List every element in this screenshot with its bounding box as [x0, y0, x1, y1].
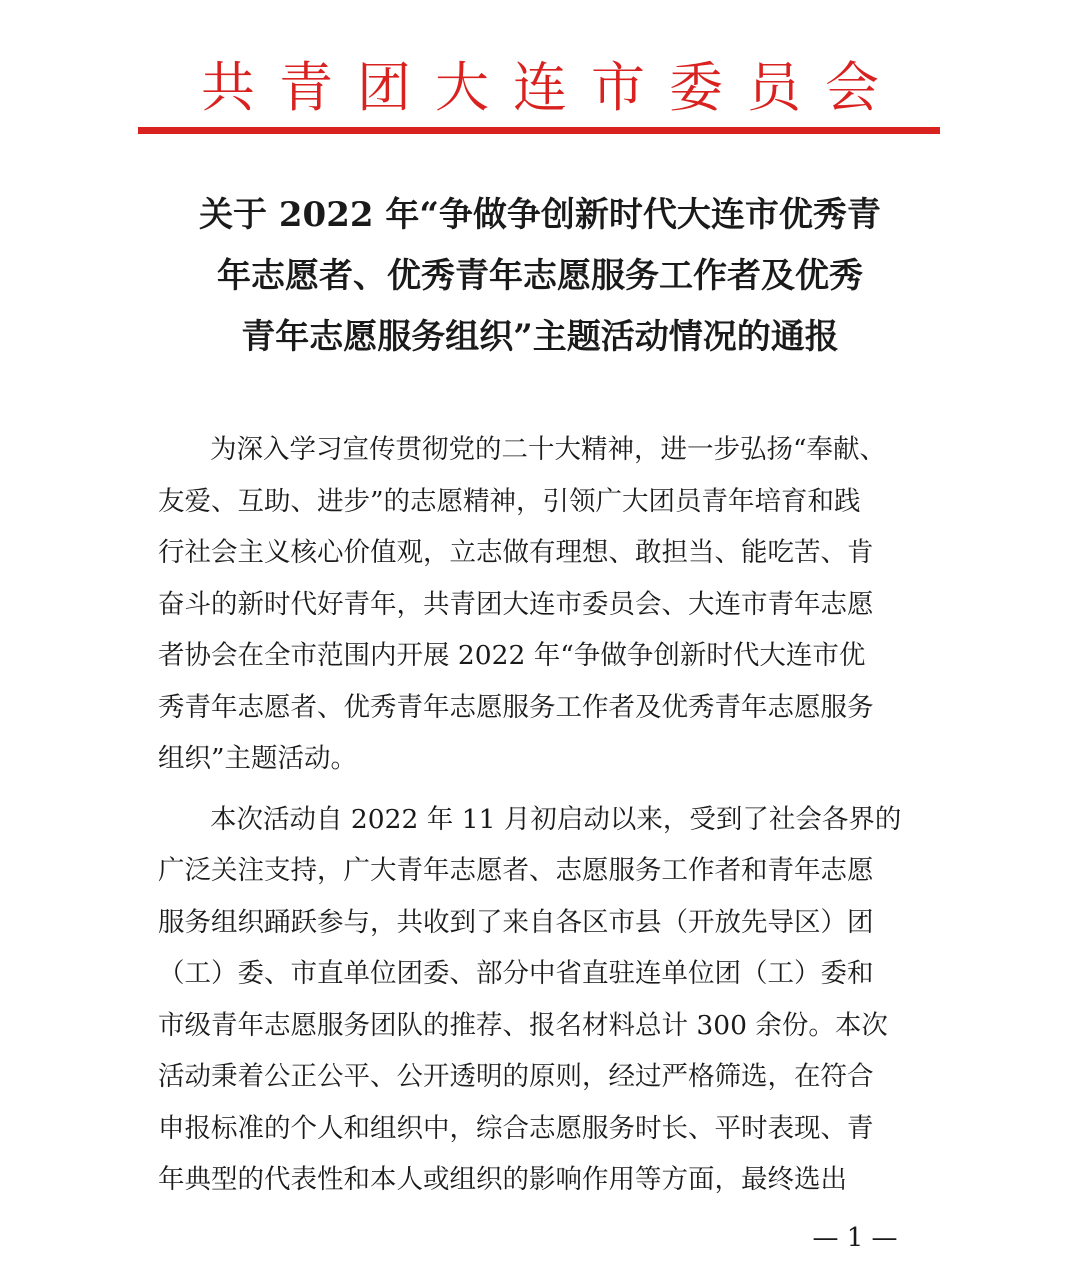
body-line: 者协会在全市范围内开展 2022 年“争做争创新时代大连市优 [158, 640, 866, 671]
body-line: 奋斗的新时代好青年，共青团大连市委员会、大连市青年志愿 [158, 588, 874, 620]
paragraph-gap [158, 785, 928, 794]
organization-header: 共青团大连市委员会 [201, 56, 903, 119]
document-body [158, 424, 928, 1206]
body-line: 市级青年志愿服务团队的推荐、报名材料总计 300 余份。本次 [158, 1009, 888, 1041]
body-line: 申报标准的个人和组织中，综合志愿服务时长、平时表现、青 [158, 1112, 874, 1144]
title-line: 关于 2022 年“争做争创新时代大连市优秀青 [199, 195, 881, 235]
paragraph-1 [158, 424, 928, 785]
paragraph-2 [158, 794, 928, 1206]
body-line: 为深入学习宣传贯彻党的二十大精神，进一步弘扬“奉献、 [210, 434, 887, 465]
body-line: 本次活动自 2022 年 11 月初启动以来，受到了社会各界的 [210, 803, 902, 835]
body-line: 广泛关注支持，广大青年志愿者、志愿服务工作者和青年志愿 [158, 855, 874, 886]
body-line: 服务组织踊跃参与，共收到了来自各区市县（开放先导区）团 [158, 906, 874, 938]
title-line: 年志愿者、优秀青年志愿服务工作者及优秀 [217, 256, 863, 296]
page-number: — 1 — [812, 1223, 898, 1253]
body-line: 组织”主题活动。 [158, 743, 358, 774]
body-line: 秀青年志愿者、优秀青年志愿服务工作者及优秀青年志愿服务 [158, 691, 874, 723]
body-line: 行社会主义核心价值观，立志做有理想、敢担当、能吃苦、肯 [158, 537, 874, 568]
body-line: （工）委、市直单位团委、部分中省直驻连单位团（工）委和 [158, 958, 874, 989]
header-red-rule [138, 127, 940, 134]
title-line: 青年志愿服务组织”主题活动情况的通报 [241, 317, 839, 357]
body-line: 友爱、互助、进步”的志愿精神，引领广大团员青年培育和践 [158, 485, 861, 517]
body-line: 年典型的代表性和本人或组织的影响作用等方面，最终选出 [158, 1164, 847, 1195]
document-title [140, 185, 940, 368]
body-line: 活动秉着公正公平、公开透明的原则，经过严格筛选，在符合 [158, 1061, 874, 1092]
